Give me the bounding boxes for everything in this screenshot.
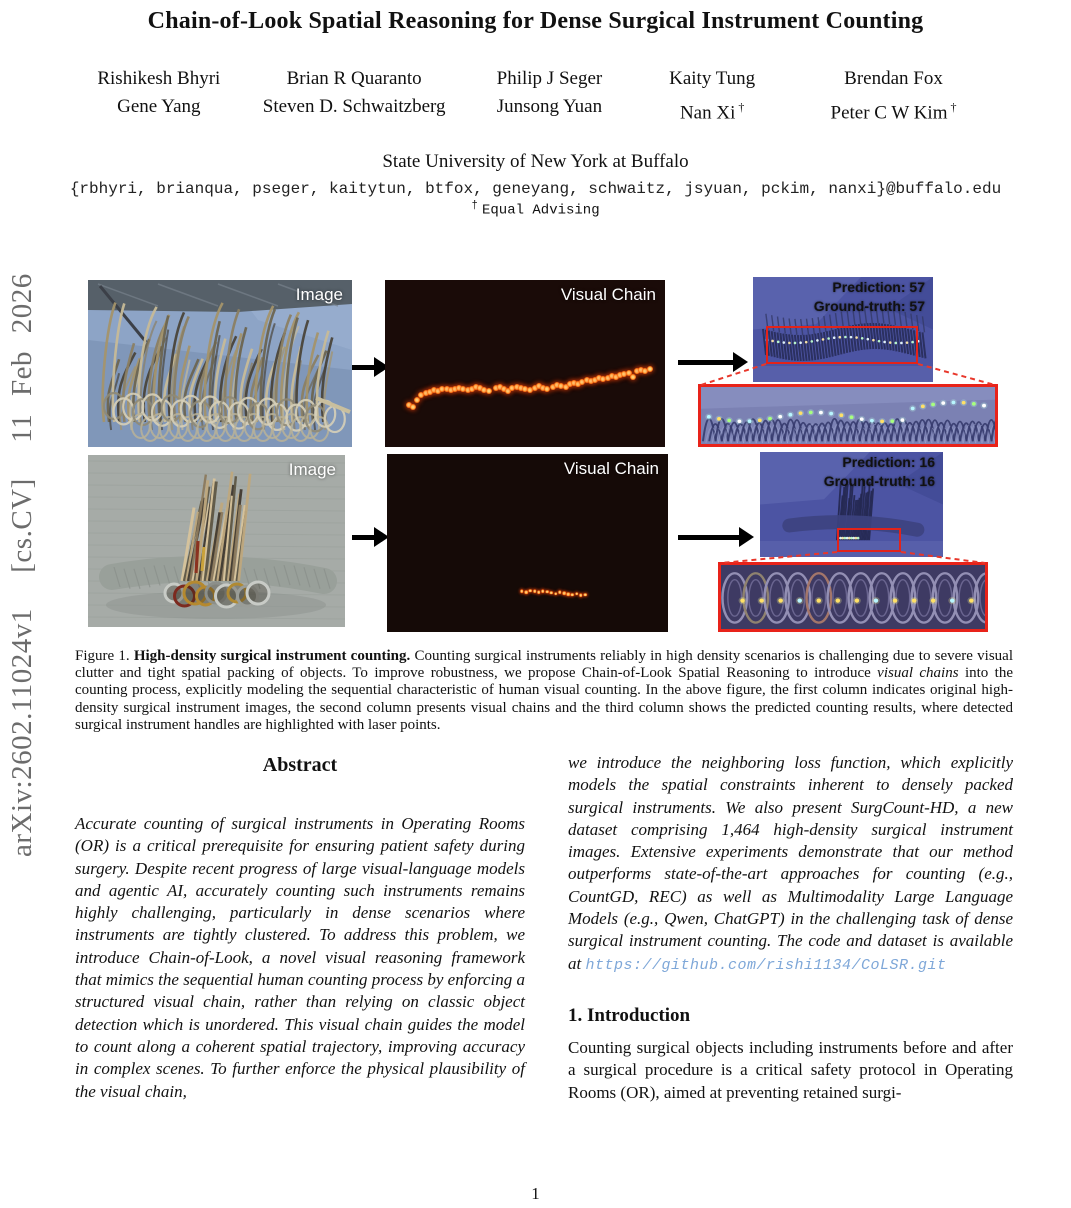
image-panel-label: Image bbox=[288, 459, 336, 479]
figure-row2-source-photo bbox=[88, 455, 345, 627]
visual-chain-panel-label: Visual Chain bbox=[563, 458, 659, 478]
arrow-right-icon bbox=[678, 360, 734, 365]
two-column-body bbox=[75, 752, 1013, 1104]
figure-row2-prediction-image bbox=[760, 452, 943, 557]
laser-point bbox=[583, 593, 587, 597]
author: Nan Xi † bbox=[679, 100, 745, 124]
laser-point bbox=[562, 591, 566, 595]
laser-point bbox=[414, 397, 420, 403]
laser-point bbox=[410, 404, 416, 410]
detection-region-box bbox=[837, 528, 901, 552]
author: Junsong Yuan bbox=[496, 96, 603, 117]
dagger-icon: † bbox=[471, 200, 478, 213]
laser-point bbox=[579, 594, 583, 598]
introduction-heading: 1. Introduction bbox=[568, 1004, 691, 1026]
figure-row2-zoom-crop bbox=[718, 562, 988, 632]
text-segment: visual chains bbox=[877, 665, 959, 682]
text-segment: High-density surgical instrument counting. bbox=[133, 647, 411, 664]
laser-point bbox=[630, 374, 636, 380]
arxiv-watermark bbox=[4, 206, 44, 890]
laser-point bbox=[541, 589, 545, 593]
arrow-right-icon bbox=[352, 365, 375, 370]
laser-point bbox=[575, 592, 579, 596]
abstract-heading: Abstract bbox=[262, 754, 338, 776]
text-segment: Counting surgical instruments reliably in high density scenarios is challenging due to severe visual clutter and tight spatial packing of objects. To improve robustness, we propose Chain-of-Look Spatial Reasoning to introduce bbox=[75, 647, 1014, 682]
github-link[interactable]: https://github.com/rishi1134/CoLSR.git bbox=[585, 956, 947, 974]
ground-truth-count-label: Ground-truth: 57 bbox=[813, 297, 925, 314]
laser-point bbox=[537, 591, 541, 595]
author-row-2 bbox=[71, 93, 1001, 127]
image-panel-label: Image bbox=[295, 284, 343, 304]
arxiv-watermark-text: arXiv:2602.11024v1 [cs.CV] 11 Feb 2026 bbox=[6, 273, 38, 857]
laser-point bbox=[524, 590, 528, 594]
author: Gene Yang bbox=[117, 96, 201, 117]
laser-point bbox=[558, 590, 562, 594]
paper-title: Chain-of-Look Spatial Reasoning for Dense Surgical Instrument Counting bbox=[147, 8, 924, 34]
author: Philip J Seger bbox=[496, 68, 603, 89]
laser-point bbox=[533, 590, 537, 594]
page-number: 1 bbox=[531, 1184, 540, 1203]
laser-point bbox=[520, 589, 524, 593]
author-row-1 bbox=[71, 65, 1001, 93]
text-segment: into the counting process, explicitly modeling the sequential characteristic of human visual counting. In the above figure, the first column indicates original high-density surgical instrument images, the second column presents visual chains and the third column shows the predicted counting results, where detected surgical instrument handles are highlighted with laser points. bbox=[75, 665, 1013, 733]
author: Brian R Quaranto bbox=[286, 68, 422, 89]
author: Peter C W Kim † bbox=[830, 100, 957, 124]
visual-chain-panel-label: Visual Chain bbox=[560, 284, 656, 304]
laser-point bbox=[486, 388, 492, 394]
paper-page bbox=[0, 8, 1071, 1203]
affiliation: State University of New York at Buffalo bbox=[382, 151, 689, 173]
author: Kaity Tung bbox=[669, 68, 756, 89]
right-column bbox=[568, 752, 1013, 1104]
equal-advising-note: † Equal Advising bbox=[471, 200, 600, 219]
figure-row1-prediction-image bbox=[753, 277, 933, 382]
prediction-count-label: Prediction: 57 bbox=[832, 278, 925, 295]
prediction-count-label: Prediction: 16 bbox=[842, 453, 935, 470]
laser-point bbox=[566, 592, 570, 596]
author: Steven D. Schwaitzberg bbox=[262, 96, 446, 117]
figure-row1-visual-chain bbox=[385, 280, 665, 447]
arrow-right-icon bbox=[352, 535, 375, 540]
author: Rishikesh Bhyri bbox=[97, 68, 221, 89]
figure-row1-source-photo bbox=[88, 280, 352, 447]
left-column bbox=[75, 752, 525, 1104]
text-segment: we introduce the neighboring loss function, which explicitly models the spatial constraints inherent to densely packed surgical instruments. We also present SurgCount-HD, a new dataset comprising 1,464 high-density surgical instrument images. Extensive experiments demonstrate that our method outperforms state-of-the-art approaches for counting (e.g., CountGD, REC) as well as Multimodality Large Language Models (e.g., Qwen, ChatGPT) in the challenging task of dense surgical instrument counting. The code and dataset is available at bbox=[568, 753, 1013, 973]
email-line: {rbhyri, brianqua, pseger, kaitytun, btfox, geneyang, schwaitz, jsyuan, pckim, nanxi}@buffalo.edu bbox=[69, 180, 1002, 199]
laser-point bbox=[647, 366, 653, 372]
figure-row2-visual-chain bbox=[387, 454, 668, 632]
figure-row1-zoom-crop bbox=[698, 384, 998, 447]
laser-point bbox=[529, 589, 533, 593]
figure-caption bbox=[75, 648, 1013, 734]
abstract-text-col2 bbox=[568, 752, 1013, 977]
detection-region-box bbox=[766, 326, 918, 364]
introduction-text: Counting surgical objects including instruments before and after a surgical procedure is a critical safety protocol in Operating Rooms (OR), aimed at preventing retained surgi- bbox=[568, 1037, 1013, 1102]
laser-point bbox=[545, 590, 549, 594]
text-segment: Figure 1. bbox=[75, 647, 134, 664]
equal-advising-dagger: † bbox=[950, 100, 957, 114]
arrow-right-icon bbox=[678, 535, 740, 540]
abstract-text-col1: Accurate counting of surgical instruments in Operating Rooms (OR) is a critical prerequisite for ensuring patient safety during surgery. Despite recent progress of large visual-language models and agentic AI, accurately counting such instruments remains highly challenging, particularly in dense scenarios where instruments are tightly clustered. To address this problem, we introduce Chain-of-Look, a novel visual reasoning framework that mimics the sequential human counting process by enforcing a structured visual chain, rather than relying on classic object detection which is unordered. This visual chain guides the model to count along a coherent spatial trajectory, improving accuracy in complex scenes. To further enforce the physical plausibility of the visual chain, bbox=[75, 814, 525, 1101]
author: Brendan Fox bbox=[844, 68, 943, 89]
laser-point bbox=[571, 593, 575, 597]
equal-advising-dagger: † bbox=[738, 100, 745, 114]
figure-1 bbox=[75, 277, 1013, 634]
author-block bbox=[71, 65, 1001, 127]
laser-point bbox=[554, 592, 558, 596]
laser-point bbox=[550, 591, 554, 595]
ground-truth-count-label: Ground-truth: 16 bbox=[823, 472, 935, 489]
